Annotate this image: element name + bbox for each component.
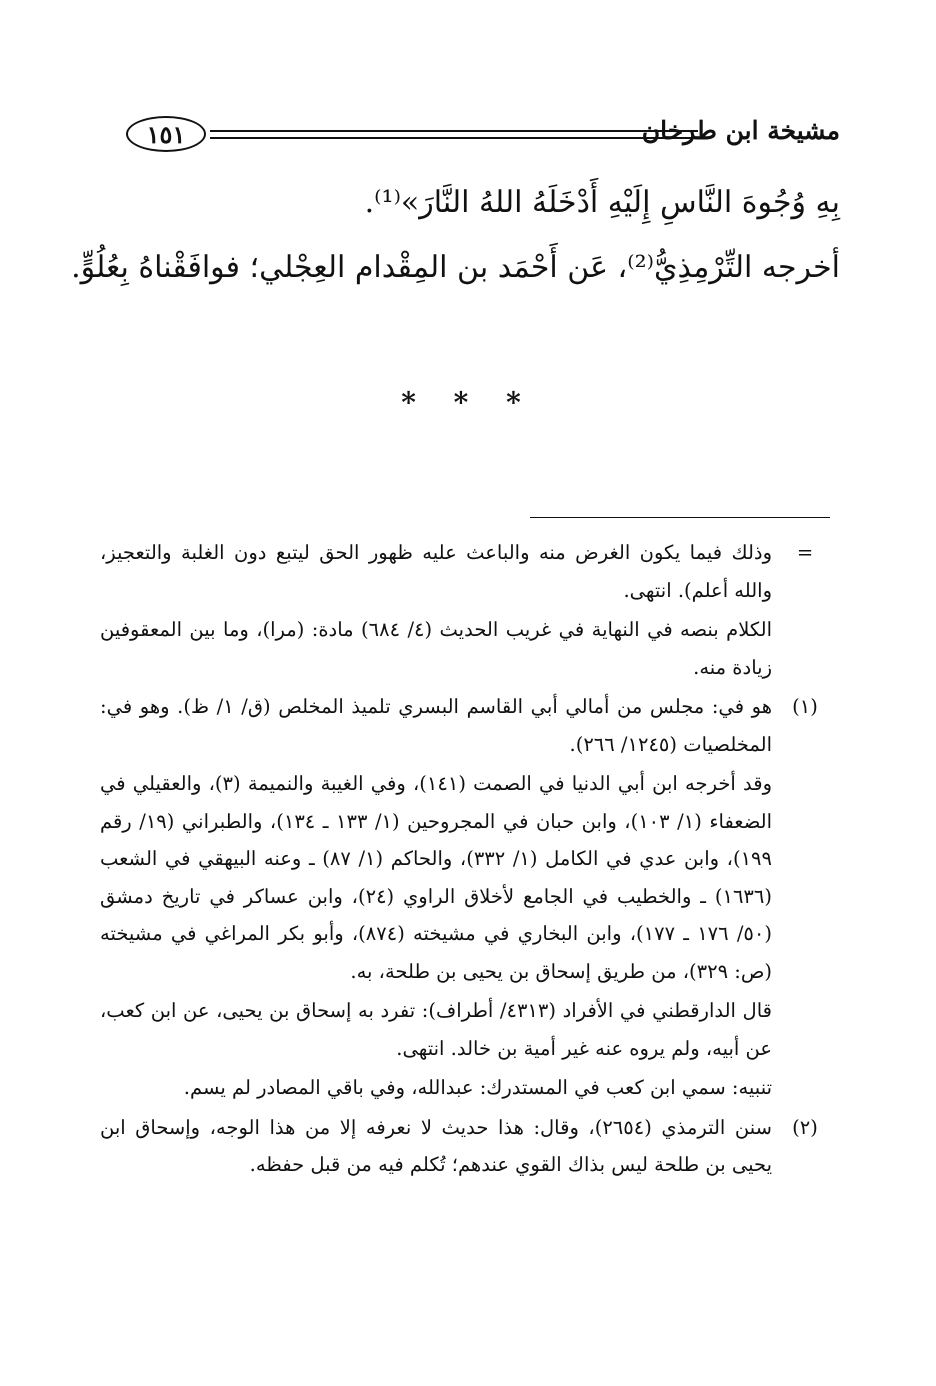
footnote-continuation: [100, 534, 830, 686]
footnote-marker: (٢): [792, 1115, 818, 1139]
page-number-badge: [126, 116, 206, 152]
page-header: [120, 112, 840, 158]
continuation-marker: =: [796, 541, 814, 564]
footnote-marker: (١): [792, 695, 818, 718]
footnote-2: [100, 1109, 830, 1184]
footnote-paragraph: الكلام بنصه في النهاية في غريب الحديث (٤/ ٦٨٤) مادة: (مرا)، وما بين المعقوفين زيادة منه.: [100, 618, 772, 679]
footnote-paragraph: سنن الترمذي (٢٦٥٤)، وقال: هذا حديث لا نعرفه إلا من هذا الوجه، وإسحاق ابن يحيى بن طلحة ليس بذاك القوي عندهم؛ تُكلم فيه من قبل حفظه.: [100, 1115, 772, 1176]
footnote-1: [100, 688, 830, 1107]
footnote-paragraph: تنبيه: سمي ابن كعب في المستدرك: عبدالله، وفي باقي المصادر لم يسم.: [183, 1076, 772, 1099]
running-title: مشيخة ابن طرخان: [641, 116, 840, 145]
main-text-line-2: أخرجه التِّرْمِذِيُّ⁽²⁾، عَن أَحْمَد بن المِقْدام العِجْلي؛ فوافَقْناهُ بِعُلُوٍّ.: [71, 250, 840, 285]
header-double-rule: [210, 130, 698, 139]
footnote-paragraph: هو في: مجلس من أمالي أبي القاسم البسري تلميذ المخلص (ق/ ١/ ظ). وهو في: المخلصيات (١٢٤٥/ ٢٦٦).: [100, 695, 772, 756]
footnote-paragraph: وقد أخرجه ابن أبي الدنيا في الصمت (١٤١)، وفي الغيبة والنميمة (٣)، والعقيلي في الضعفاء (١/ ١٠٣)، وابن حبان في المجروحين (١/ ١٣٣ ـ ١٣٤)، والطبراني (١٩/ رقم ١٩٩)، وابن عدي في الكامل (١/ ٣٣٢)، والحاكم (١/ ٨٧) ـ وعنه البيهقي في الشعب (١٦٣٦) ـ والخطيب في الجامع لأخلاق الراوي (٢٤)، وابن عساكر في تاريخ دمشق (٥٠/ ١٧٦ ـ ١٧٧)، وابن البخاري في مشيخته (٨٧٤)، وأبو بكر المراغي في مشيخته (ص: ٣٢٩)، من طريق إسحاق بن يحيى بن طلحة، به.: [100, 772, 772, 983]
footnote-paragraph: قال الدارقطني في الأفراد (٤٣١٣/ أطراف): تفرد به إسحاق بن يحيى، عن ابن كعب، عن أبيه، ولم يروه عنه غير أمية بن خالد. انتهى.: [100, 999, 772, 1060]
section-separator: * * *: [401, 386, 535, 419]
main-text-line-1: بِهِ وُجُوهَ النَّاسِ إِلَيْهِ أَدْخَلَهُ اللهُ النَّارَ»⁽¹⁾.: [364, 185, 840, 220]
page-number: ١٥١: [146, 119, 186, 149]
footnotes: [100, 534, 830, 1186]
footnote-separator-rule: [530, 517, 830, 518]
footnote-paragraph: وذلك فيما يكون الغرض منه والباعث عليه ظهور الحق ليتبع دون الغلبة والتعجيز، والله أعلم). انتهى.: [100, 541, 772, 602]
